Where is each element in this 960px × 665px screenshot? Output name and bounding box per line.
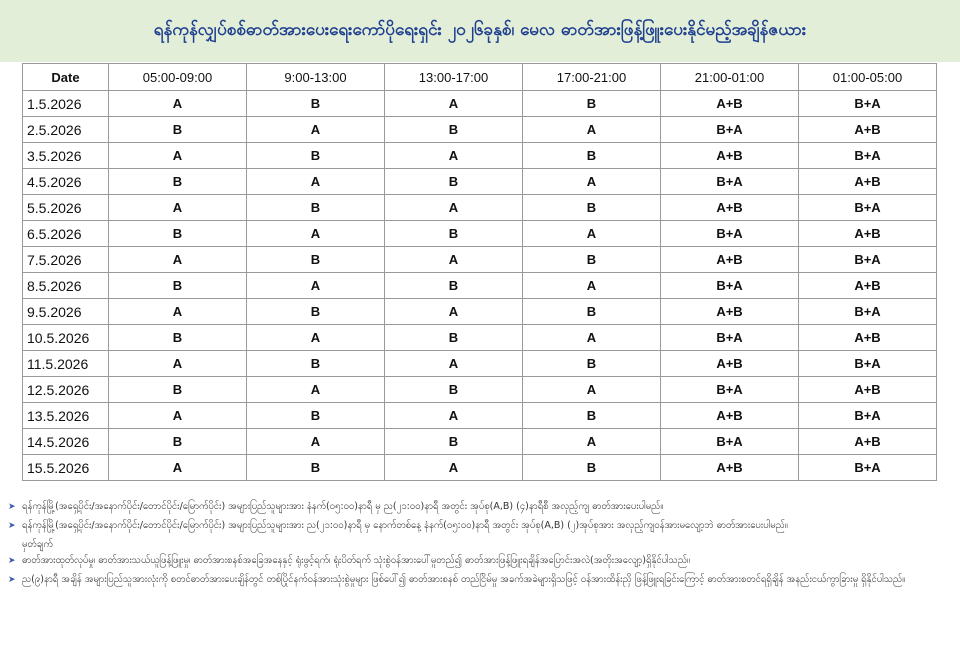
group-cell: B+A (799, 455, 937, 481)
title-banner (0, 0, 960, 62)
group-cell: B+A (799, 143, 937, 169)
group-cell: B (109, 429, 247, 455)
column-header-slot-6: 01:00-05:00 (799, 64, 937, 91)
group-cell: B+A (661, 169, 799, 195)
group-cell: B+A (661, 221, 799, 247)
group-cell: A (247, 273, 385, 299)
group-cell: B+A (799, 91, 937, 117)
group-cell: A+B (799, 169, 937, 195)
group-cell: A (109, 143, 247, 169)
group-cell: B (247, 455, 385, 481)
group-cell: B (385, 117, 523, 143)
arrow-bullet-icon: ➤ (8, 575, 16, 585)
group-cell: B (385, 377, 523, 403)
group-cell: B+A (799, 247, 937, 273)
group-cell: B (109, 169, 247, 195)
date-cell: 9.5.2026 (23, 299, 109, 325)
group-cell: B (523, 91, 661, 117)
group-cell: B (247, 247, 385, 273)
group-cell: B (385, 169, 523, 195)
note-text: ရန်ကုန်မြို့(အရှေ့ပိုင်း/အနောက်ပိုင်း/တောင်ပိုင်း/မြောက်ပိုင်း) အများပြည်သူများအား နံနက်(၀၅:၀၀)နာရီ မှ ည(၂၁:၀၀)နာရီ အတွင်း အုပ်စု(A,B) (၄)နာရီစီ အလှည့်ကျ ဓာတ်အားပေးပါမည်။ (22, 501, 664, 512)
note-item (8, 500, 952, 514)
group-cell: A (523, 325, 661, 351)
group-cell: B (523, 455, 661, 481)
group-cell: A (523, 169, 661, 195)
group-cell: B (247, 299, 385, 325)
group-cell: A (385, 351, 523, 377)
note-item (8, 519, 952, 533)
group-cell: A (385, 403, 523, 429)
group-cell: A+B (799, 325, 937, 351)
group-cell: B (109, 117, 247, 143)
group-cell: A (385, 195, 523, 221)
date-cell: 4.5.2026 (23, 169, 109, 195)
group-cell: B (523, 351, 661, 377)
group-cell: B+A (799, 403, 937, 429)
group-cell: B (247, 403, 385, 429)
date-cell: 1.5.2026 (23, 91, 109, 117)
table-row (23, 169, 937, 195)
group-cell: A (385, 143, 523, 169)
group-cell: B (109, 377, 247, 403)
group-cell: A (247, 325, 385, 351)
group-cell: A (109, 403, 247, 429)
remark-text: ည(၉)နာရီ အချိန် အများပြည်သူအားလုံးကို စတင်ဓာတ်အားပေးချိန်တွင် တစ်ပြိုင်နက်ဝန်အားသုံးစွဲမှုများ ဖြစ်ပေါ်၍ ဓာတ်အားစနစ် တည်ငြိမ်မှု အခက်အခဲများရှိသဖြင့် ဝန်အားထိန်းညှိ ဖြန့်ဖြူးရခြင်းကြောင့် ဓာတ်အားစတင်ရရှိချိန် အနည်းငယ်ကွာခြားမှု ရှိနိုင်ပါသည်။ (22, 574, 906, 585)
group-cell: A (523, 377, 661, 403)
remark-item (8, 573, 952, 587)
group-cell: B (385, 325, 523, 351)
remark-item (8, 554, 952, 568)
date-cell: 2.5.2026 (23, 117, 109, 143)
table-row (23, 143, 937, 169)
table-row (23, 299, 937, 325)
date-cell: 7.5.2026 (23, 247, 109, 273)
group-cell: A (247, 377, 385, 403)
group-cell: A+B (661, 299, 799, 325)
group-cell: B (247, 91, 385, 117)
group-cell: B (523, 247, 661, 273)
group-cell: A+B (799, 221, 937, 247)
remark-text: ဓာတ်အားထုတ်လုပ်မှု၊ ဓာတ်အားသယ်ယူဖြန့်ဖြူးမှု၊ ဓာတ်အားစနစ်အခြေအနေနှင့် ရုံးဖွင့်ရက်၊ ရုံးပိတ်ရက် သုံးစွဲဝန်အားပေါ်မူတည်၍ ဓာတ်အားဖြန့်ဖြူးရချိန်အပြောင်းအလဲ(အတိုးအလျော့)ရှိနိုင်ပါသည်။ (22, 555, 690, 566)
group-cell: B (109, 221, 247, 247)
group-cell: A+B (661, 455, 799, 481)
group-cell: A (109, 351, 247, 377)
group-cell: B (385, 221, 523, 247)
group-cell: A+B (661, 195, 799, 221)
group-cell: A (523, 221, 661, 247)
group-cell: A+B (661, 91, 799, 117)
table-row (23, 221, 937, 247)
table-row (23, 403, 937, 429)
table-row (23, 325, 937, 351)
schedule-table (22, 63, 937, 481)
remark-heading: မှတ်ချက် (22, 539, 53, 550)
date-cell: 5.5.2026 (23, 195, 109, 221)
table-row (23, 117, 937, 143)
table-row (23, 455, 937, 481)
group-cell: B (523, 299, 661, 325)
group-cell: B+A (661, 377, 799, 403)
group-cell: B+A (799, 195, 937, 221)
date-cell: 10.5.2026 (23, 325, 109, 351)
group-cell: A (385, 247, 523, 273)
table-header-row (23, 64, 937, 91)
note-text: ရန်ကုန်မြို့(အရှေ့ပိုင်း/အနောက်ပိုင်း/တောင်ပိုင်း/မြောက်ပိုင်း) အများပြည်သူများအား ည(၂၁:၀၀)နာရီ မှ နောက်တစ်နေ့ နံနက်(၀၅:၀၀)နာရီ အတွင်း အုပ်စု(A,B) (၂)အုပ်စုအား အလှည့်ကျဝန်အားမလျော့ဘဲ ဓာတ်အားပေးပါမည်။ (22, 520, 788, 531)
arrow-bullet-icon: ➤ (8, 556, 16, 566)
group-cell: B (385, 429, 523, 455)
date-cell: 6.5.2026 (23, 221, 109, 247)
column-header-slot-2: 9:00-13:00 (247, 64, 385, 91)
date-cell: 3.5.2026 (23, 143, 109, 169)
column-header-slot-5: 21:00-01:00 (661, 64, 799, 91)
group-cell: A (109, 91, 247, 117)
group-cell: A+B (799, 429, 937, 455)
notes-section (8, 500, 952, 592)
group-cell: A (523, 429, 661, 455)
table-row (23, 377, 937, 403)
group-cell: A (247, 117, 385, 143)
group-cell: B (247, 195, 385, 221)
column-header-slot-4: 17:00-21:00 (523, 64, 661, 91)
group-cell: B (109, 325, 247, 351)
column-header-date: Date (23, 64, 109, 91)
page-title: ရန်ကုန်လျှပ်စစ်ဓာတ်အားပေးရေးကော်ပိုရေးရှင်း ၂၀၂၆ခုနှစ်၊ မေလ ဓာတ်အားဖြန့်ဖြူးပေးနိုင်မည့်အချိန်ဇယား (153, 19, 807, 40)
date-cell: 15.5.2026 (23, 455, 109, 481)
group-cell: B (109, 273, 247, 299)
date-cell: 14.5.2026 (23, 429, 109, 455)
table-row (23, 247, 937, 273)
group-cell: B+A (661, 117, 799, 143)
group-cell: A+B (661, 143, 799, 169)
group-cell: A (109, 455, 247, 481)
group-cell: A (109, 299, 247, 325)
table-body (23, 91, 937, 481)
group-cell: A (109, 195, 247, 221)
group-cell: B (523, 403, 661, 429)
group-cell: A+B (661, 403, 799, 429)
table-row (23, 351, 937, 377)
group-cell: A+B (799, 117, 937, 143)
group-cell: A (385, 299, 523, 325)
group-cell: B (523, 195, 661, 221)
group-cell: B+A (661, 325, 799, 351)
group-cell: A (247, 169, 385, 195)
date-cell: 11.5.2026 (23, 351, 109, 377)
group-cell: A (109, 247, 247, 273)
table-row (23, 273, 937, 299)
group-cell: A (385, 455, 523, 481)
date-cell: 13.5.2026 (23, 403, 109, 429)
arrow-bullet-icon: ➤ (8, 521, 16, 531)
group-cell: B+A (661, 429, 799, 455)
group-cell: A (523, 117, 661, 143)
group-cell: A+B (661, 351, 799, 377)
date-cell: 8.5.2026 (23, 273, 109, 299)
group-cell: B (247, 351, 385, 377)
date-cell: 12.5.2026 (23, 377, 109, 403)
arrow-bullet-icon: ➤ (8, 502, 16, 512)
group-cell: B (385, 273, 523, 299)
group-cell: A+B (799, 377, 937, 403)
group-cell: A (523, 273, 661, 299)
group-cell: B (247, 143, 385, 169)
group-cell: B+A (799, 351, 937, 377)
table-row (23, 195, 937, 221)
schedule-table-container (22, 63, 937, 481)
table-row (23, 429, 937, 455)
column-header-slot-3: 13:00-17:00 (385, 64, 523, 91)
table-row (23, 91, 937, 117)
group-cell: B+A (661, 273, 799, 299)
group-cell: A+B (661, 247, 799, 273)
group-cell: A (385, 91, 523, 117)
group-cell: A (247, 221, 385, 247)
group-cell: A (247, 429, 385, 455)
group-cell: B (523, 143, 661, 169)
column-header-slot-1: 05:00-09:00 (109, 64, 247, 91)
group-cell: B+A (799, 299, 937, 325)
group-cell: A+B (799, 273, 937, 299)
